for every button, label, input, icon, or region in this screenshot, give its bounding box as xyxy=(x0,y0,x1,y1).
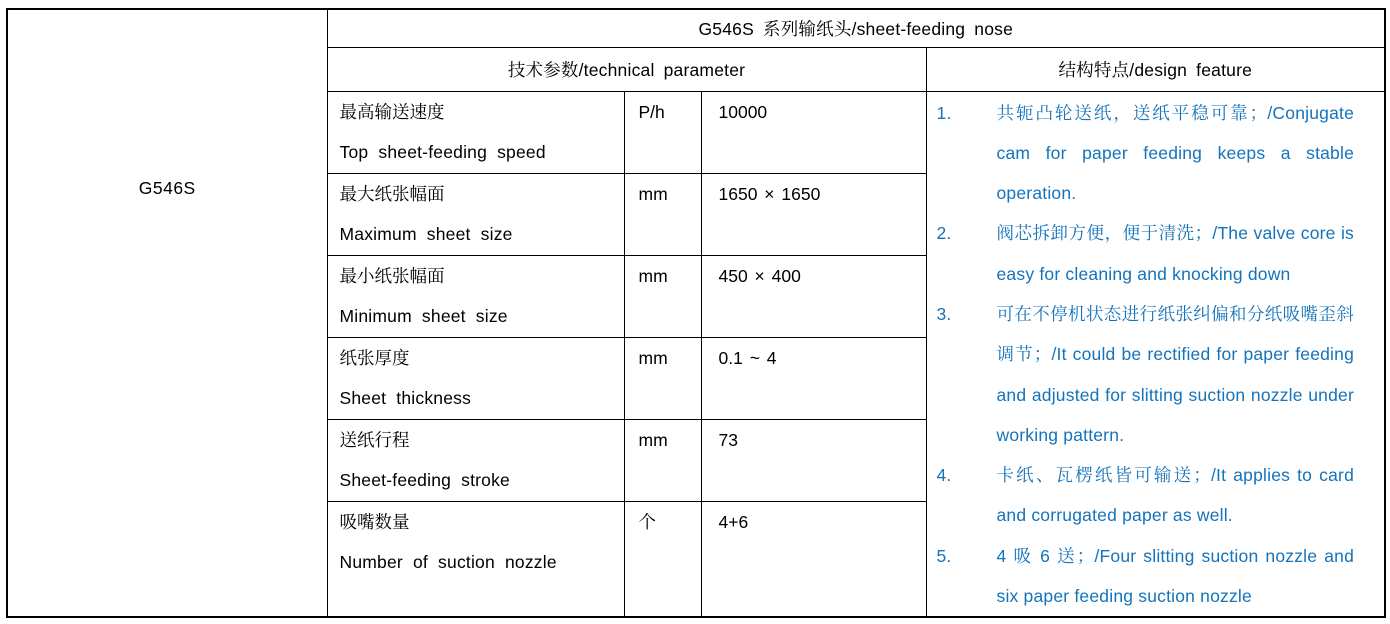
parameter-unit-cell: mm xyxy=(624,173,701,255)
parameter-name-zh: 最大纸张幅面 xyxy=(339,183,445,204)
parameter-name-en: Maximum sheet size xyxy=(339,223,513,244)
feature-text: 可在不停机状态进行纸张纠偏和分纸吸嘴歪斜调节；/It could be rectified for paper feeding and adjusted for slitting suction nozzle under working pattern. xyxy=(996,303,1355,445)
parameter-value-cell: 73 xyxy=(701,419,926,501)
parameter-name-en: Top sheet-feeding speed xyxy=(339,141,546,162)
parameter-name-zh: 最小纸张幅面 xyxy=(339,265,445,286)
parameter-unit-cell: mm xyxy=(624,337,701,419)
technical-parameter-header: 技术参数/technical parameter xyxy=(327,47,926,91)
feature-item xyxy=(927,93,1385,214)
parameter-name-cell xyxy=(327,501,624,617)
feature-number: 5. xyxy=(936,545,952,566)
parameter-name-cell xyxy=(327,419,624,501)
parameter-name-zh: 吸嘴数量 xyxy=(339,511,410,532)
parameter-name-zh: 纸张厚度 xyxy=(339,347,410,368)
design-feature-header: 结构特点/design feature xyxy=(926,47,1385,91)
feature-text: 阀芯拆卸方便，便于清洗；/The valve core is easy for cleaning and knocking down xyxy=(996,223,1355,284)
spec-table xyxy=(6,8,1386,618)
parameter-unit-cell: P/h xyxy=(624,91,701,173)
feature-number: 3. xyxy=(936,303,952,324)
parameter-value-cell: 4+6 xyxy=(701,501,926,617)
feature-text: 共轭凸轮送纸，送纸平稳可靠；/Conjugate cam for paper feeding keeps a stable operation. xyxy=(996,102,1355,204)
parameter-value-cell: 0.1 ~ 4 xyxy=(701,337,926,419)
model-cell xyxy=(7,9,327,617)
parameter-value-cell: 450 × 400 xyxy=(701,255,926,337)
parameter-unit-cell: mm xyxy=(624,419,701,501)
parameter-name-cell xyxy=(327,173,624,255)
parameter-name-en: Minimum sheet size xyxy=(339,305,508,326)
feature-item xyxy=(927,294,1385,455)
parameter-value-cell: 1650 × 1650 xyxy=(701,173,926,255)
parameter-name-cell xyxy=(327,91,624,173)
feature-number: 4. xyxy=(936,465,952,486)
parameter-name-cell xyxy=(327,337,624,419)
feature-number: 1. xyxy=(936,102,952,123)
feature-item xyxy=(927,213,1385,294)
parameter-value-cell: 10000 xyxy=(701,91,926,173)
parameter-name-en: Sheet thickness xyxy=(339,387,472,408)
parameter-name-zh: 最高输送速度 xyxy=(339,101,445,122)
feature-text: 4 吸 6 送；/Four slitting suction nozzle and six paper feeding suction nozzle xyxy=(996,545,1355,607)
parameter-name-cell xyxy=(327,255,624,337)
design-feature-cell xyxy=(926,91,1385,617)
feature-text: 卡纸、瓦楞纸皆可输送；/It applies to card and corrugated paper as well. xyxy=(996,465,1355,526)
feature-number: 2. xyxy=(936,223,952,244)
parameter-name-en: Sheet-feeding stroke xyxy=(339,469,510,490)
feature-item xyxy=(927,455,1385,536)
feature-item xyxy=(927,536,1385,617)
parameter-unit-cell: mm xyxy=(624,255,701,337)
parameter-unit-cell: 个 xyxy=(624,501,701,617)
parameter-name-en: Number of suction nozzle xyxy=(339,551,557,572)
model-label: G546S xyxy=(138,178,196,198)
parameter-name-zh: 送纸行程 xyxy=(339,429,410,450)
table-title: G546S 系列输纸头/sheet-feeding nose xyxy=(327,9,1385,47)
